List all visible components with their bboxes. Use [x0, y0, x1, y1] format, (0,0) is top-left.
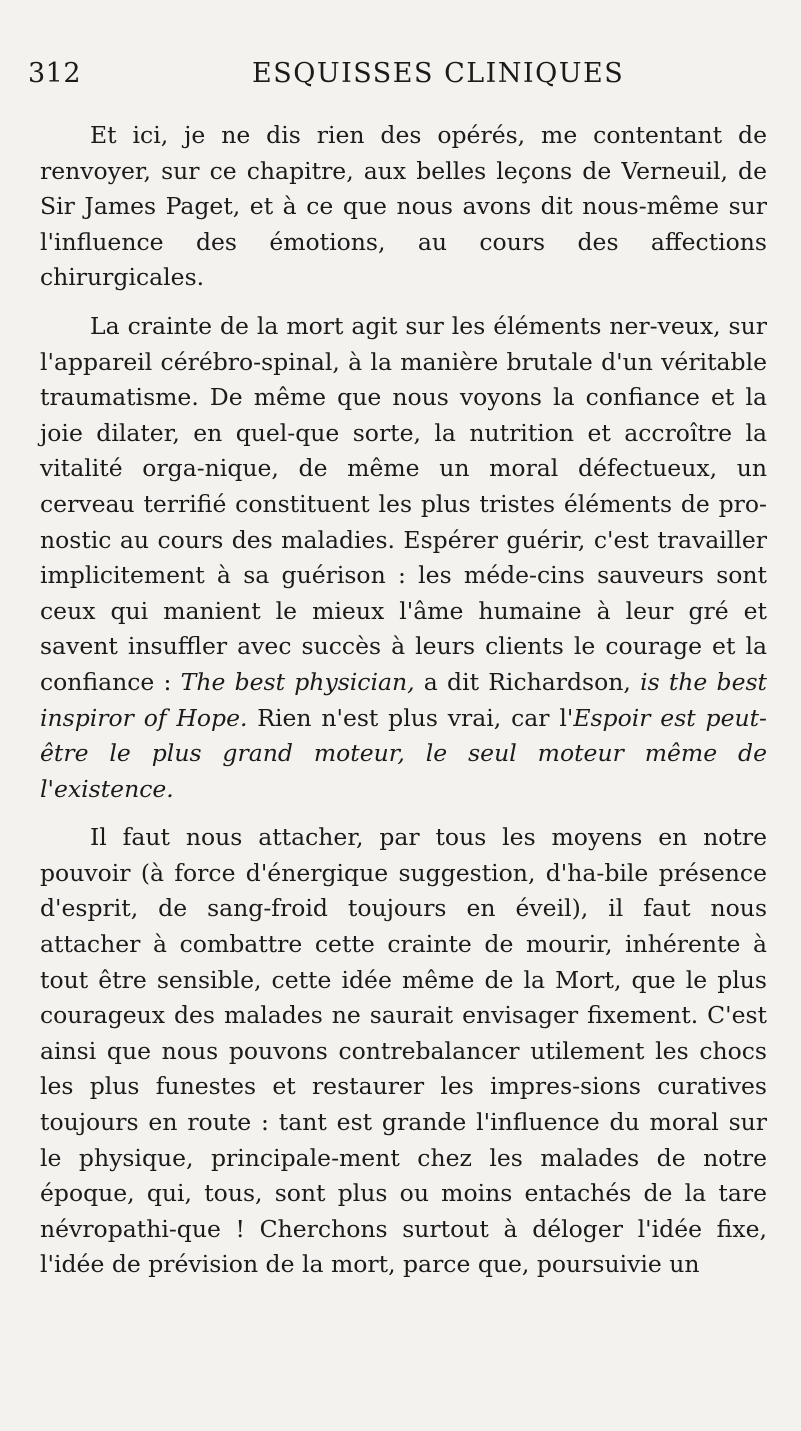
paragraph-2-text-b: a dit Richardson,: [414, 667, 641, 696]
paragraph-2: [40, 309, 767, 807]
page-title: ESQUISSES CLINIQUES: [252, 58, 625, 89]
paragraph-2-quote-inspiror: is the best inspiror of Hope.: [40, 667, 767, 732]
paragraph-2-italic-espoir: Espoir est peut-être le plus grand moteur, le seul moteur même de l'existence.: [40, 703, 767, 803]
paragraph-1: [40, 118, 767, 296]
paragraph-3: [40, 820, 767, 1283]
paragraph-2-quote-best-physician: The best physician,: [180, 667, 415, 696]
paragraph-1-text: Et ici, je ne dis rien des opérés, me contentant de renvoyer, sur ce chapitre, aux belles leçons de Verneuil, de Sir James Paget, et à ce que nous avons dit nous-même sur l'influence des émotions, au cours des affections chirurgicales.: [40, 121, 767, 292]
running-head: [28, 58, 758, 98]
page-number: 312: [28, 58, 82, 89]
body-text: [40, 118, 767, 1296]
paragraph-3-text: Il faut nous attacher, par tous les moyens en notre pouvoir (à force d'énergique suggestion, d'ha-bile présence d'esprit, de sang-froid toujours en éveil), il faut nous attacher à combattre cette crainte de mourir, inhérente à tout être sensible, cette idée même de la Mort, que le plus courageux des malades ne saurait envisager fixement. C'est ainsi que nous pouvons contrebalancer utilement les chocs les plus funestes et restaurer les impres-sions curatives toujours en route : tant est grande l'influence du moral sur le physique, principale-ment chez les malades de notre époque, qui, tous, sont plus ou moins entachés de la tare névropathi-que ! Cherchons surtout à déloger l'idée fixe, l'idée de prévision de la mort, parce que, poursuivie un: [40, 823, 767, 1279]
paragraph-2-text-c: Rien n'est plus vrai, car l': [247, 703, 574, 732]
paragraph-2-text-a: La crainte de la mort agit sur les éléments ner-veux, sur l'appareil cérébro-spinal, à la manière brutale d'un véritable traumatisme. De même que nous voyons la confiance et la joie dilater, en quel-que sorte, la nutrition et accroître la vitalité orga-nique, de même un moral défectueux, un cerveau terrifié constituent les plus tristes éléments de pro-nostic au cours des maladies. Espérer guérir, c'est travailler implicitement à sa guérison : les méde-cins sauveurs sont ceux qui manient le mieux l'âme humaine à leur gré et savent insuffler avec succès à leurs clients le courage et la confiance :: [40, 311, 767, 696]
